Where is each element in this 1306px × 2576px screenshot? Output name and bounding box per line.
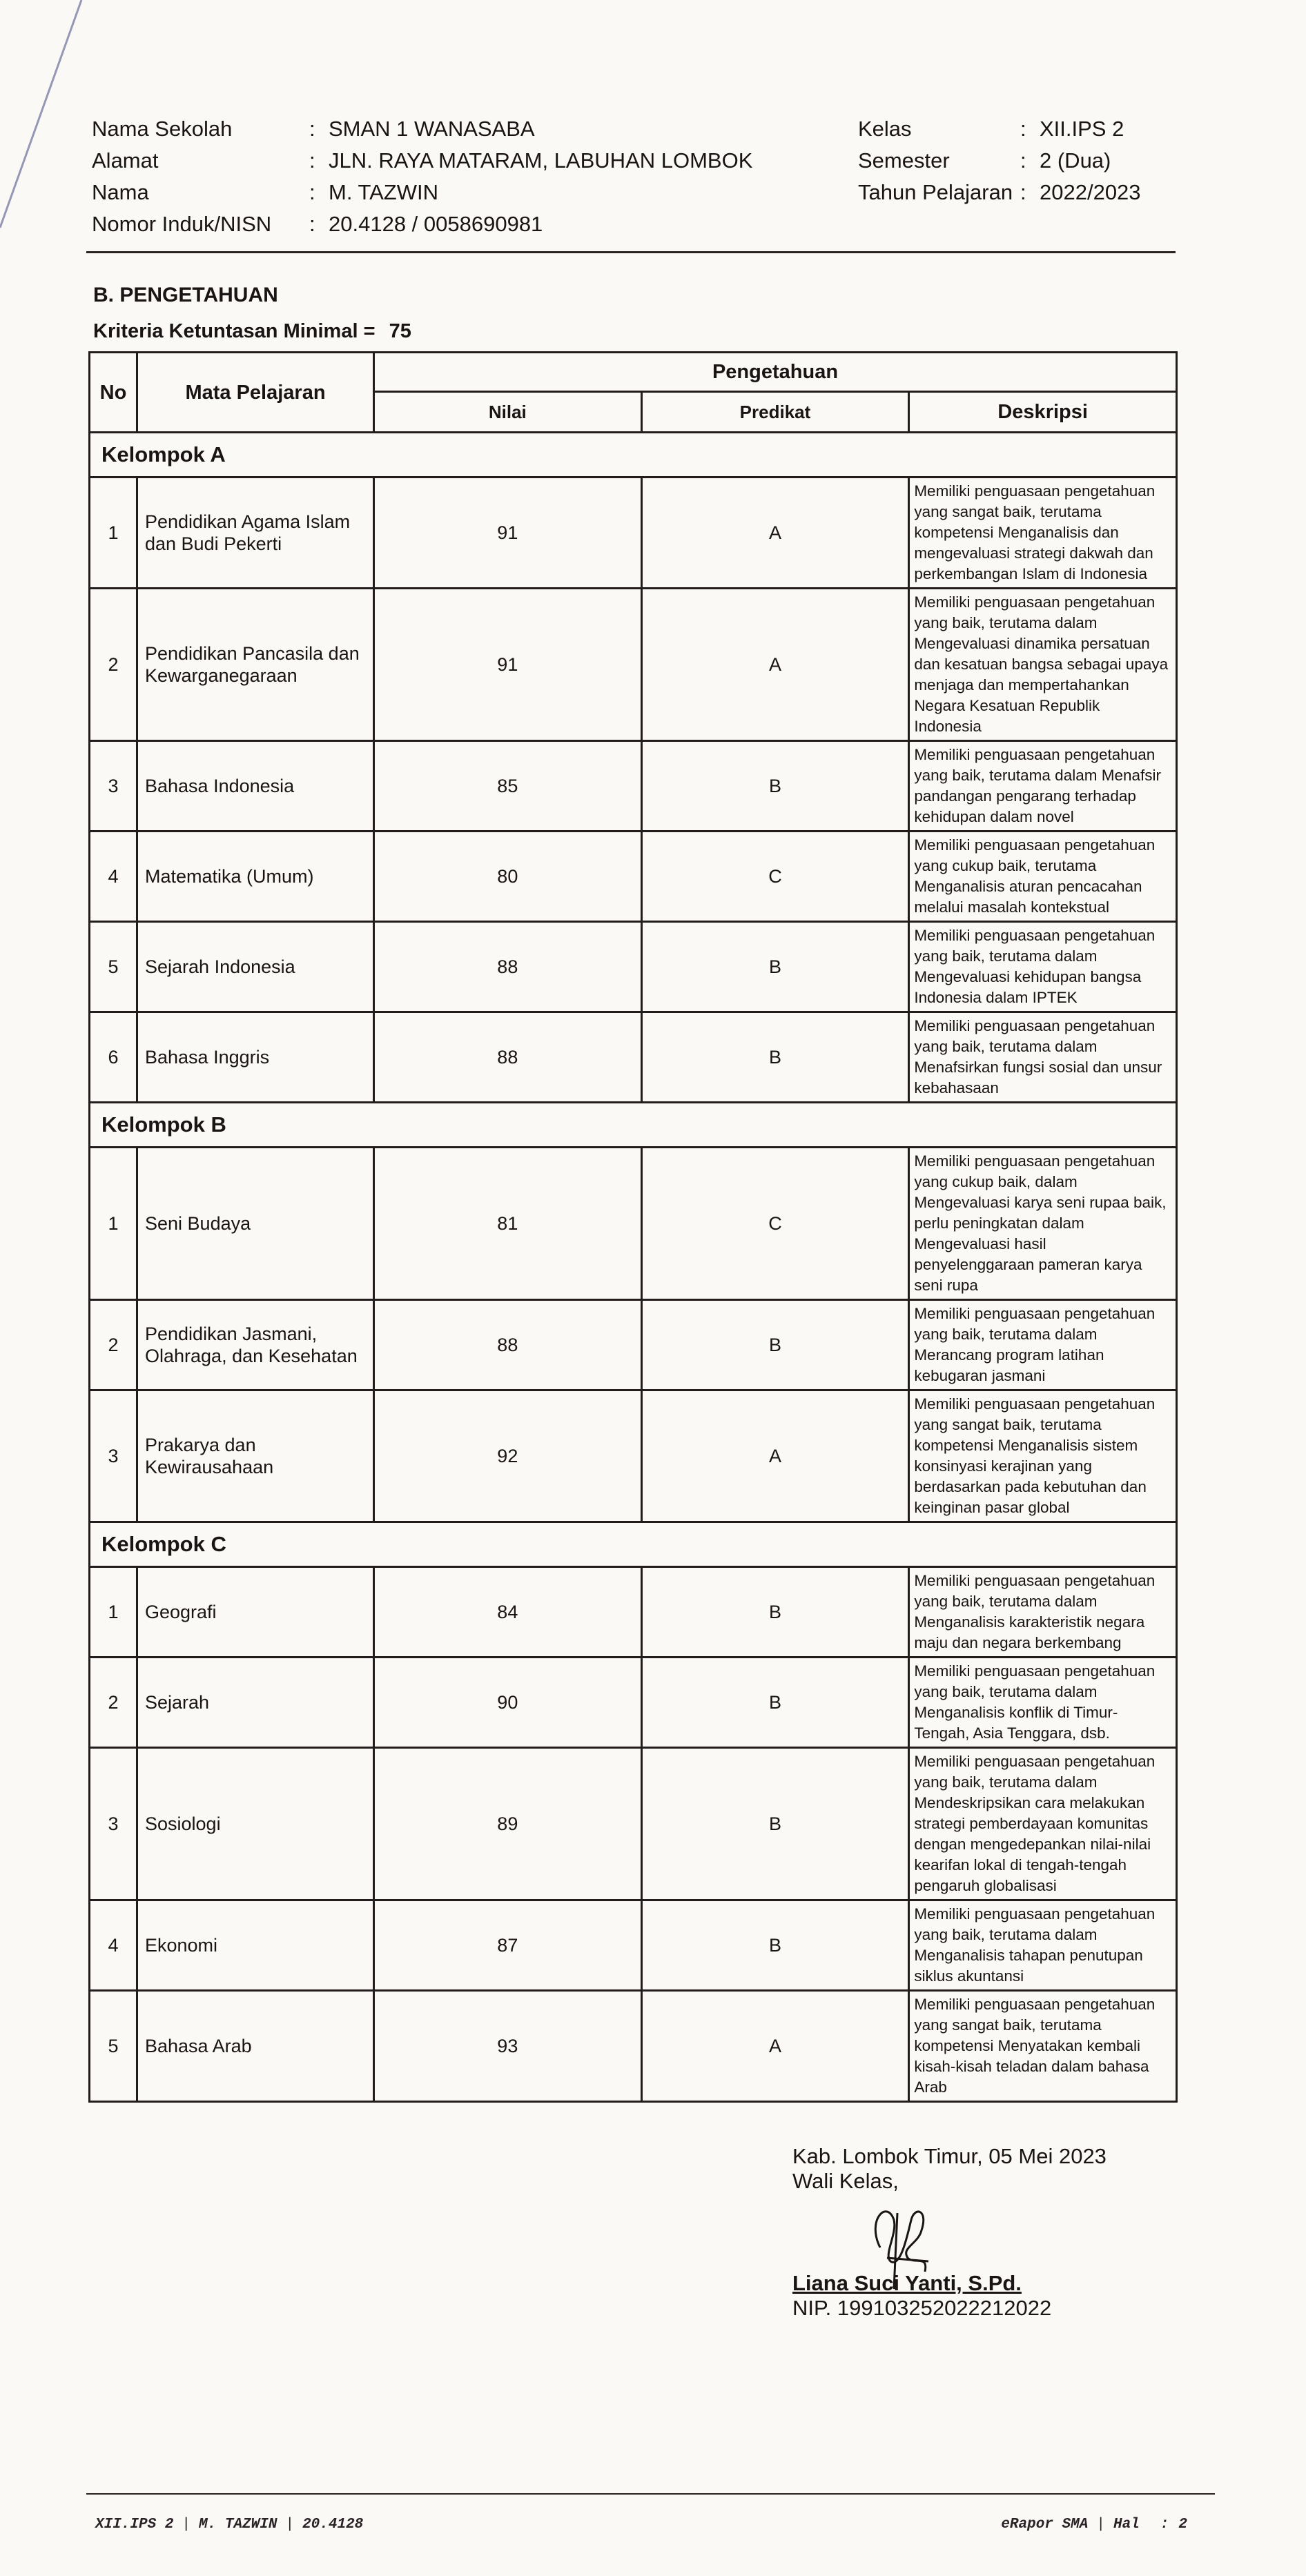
table-row	[90, 1748, 1177, 1900]
row-subject: Ekonomi	[137, 1900, 374, 1991]
row-subject: Sosiologi	[137, 1748, 374, 1900]
row-predicate: A	[641, 1991, 909, 2102]
signer-name: Liana Suci Yanti, S.Pd.	[792, 2271, 1022, 2295]
info-separator: :	[309, 212, 315, 236]
footer-page-label: Hal	[1113, 2517, 1140, 2533]
row-description: Memiliki penguasaan pengetahuan yang baik, terutama dalam Mengevaluasi kehidupan bangsa Indonesia dalam IPTEK	[909, 922, 1177, 1012]
group-label: Kelompok C	[90, 1522, 1177, 1567]
row-description: Memiliki penguasaan pengetahuan yang cukup baik, terutama Menganalisis aturan pencacahan melalui masalah kontekstual	[909, 832, 1177, 922]
row-no: 4	[90, 1900, 137, 1991]
info-label: Nama Sekolah	[92, 117, 233, 141]
row-predicate: B	[641, 1567, 909, 1658]
info-separator: :	[1020, 117, 1026, 141]
footer-right: eRapor SMA | Hal : 2	[1001, 2517, 1187, 2533]
info-separator: :	[309, 117, 315, 141]
info-row	[92, 208, 752, 240]
kkm-line	[93, 318, 1306, 344]
row-predicate: B	[641, 1658, 909, 1748]
row-score: 88	[374, 1012, 642, 1103]
row-subject: Sejarah	[137, 1658, 374, 1748]
row-no: 3	[90, 1390, 137, 1522]
row-score: 80	[374, 832, 642, 922]
group-label: Kelompok B	[90, 1103, 1177, 1148]
row-description: Memiliki penguasaan pengetahuan yang sangat baik, terutama kompetensi Menyatakan kembali kisah-kisah teladan dalam bahasa Arab	[909, 1991, 1177, 2102]
info-label: Nomor Induk/NISN	[92, 212, 272, 236]
row-description: Memiliki penguasaan pengetahuan yang baik, terutama dalam Menganalisis konflik di Timur-Tengah, Asia Tenggara, dsb.	[909, 1658, 1177, 1748]
row-score: 91	[374, 478, 642, 589]
row-description: Memiliki penguasaan pengetahuan yang baik, terutama dalam Menganalisis karakteristik negara maju dan negara berkembang	[909, 1567, 1177, 1658]
info-label: Tahun Pelajaran	[858, 180, 1013, 204]
info-row	[92, 145, 752, 177]
footer-app: eRapor SMA	[1001, 2517, 1089, 2533]
header-description: Deskripsi	[909, 392, 1177, 433]
row-no: 2	[90, 1658, 137, 1748]
row-no: 4	[90, 832, 137, 922]
table-row	[90, 478, 1177, 589]
table-row	[90, 1567, 1177, 1658]
info-separator: :	[309, 180, 315, 204]
table-row	[90, 1390, 1177, 1522]
row-predicate: A	[641, 589, 909, 741]
row-no: 5	[90, 1991, 137, 2102]
info-value: SMAN 1 WANASABA	[329, 117, 535, 141]
info-value: XII.IPS 2	[1040, 117, 1124, 141]
info-separator: :	[1020, 180, 1026, 204]
signer-nip: NIP. 199103252022212022	[792, 2296, 1052, 2320]
row-score: 93	[374, 1991, 642, 2102]
row-description: Memiliki penguasaan pengetahuan yang baik, terutama dalam Menafsirkan fungsi sosial dan unsur kebahasaan	[909, 1012, 1177, 1103]
info-row	[858, 145, 1141, 177]
place-date: Kab. Lombok Timur, 05 Mei 2023	[792, 2144, 1107, 2168]
info-value: 2 (Dua)	[1040, 148, 1111, 173]
row-score: 87	[374, 1900, 642, 1991]
row-no: 1	[90, 1567, 137, 1658]
row-predicate: B	[641, 1012, 909, 1103]
row-predicate: B	[641, 1300, 909, 1390]
row-score: 88	[374, 922, 642, 1012]
row-subject: Prakarya dan Kewirausahaan	[137, 1390, 374, 1522]
group-label: Kelompok A	[90, 433, 1177, 478]
row-subject: Seni Budaya	[137, 1148, 374, 1300]
row-subject: Geografi	[137, 1567, 374, 1658]
row-score: 90	[374, 1658, 642, 1748]
footer-student: M. TAZWIN	[199, 2517, 277, 2533]
info-value: 2022/2023	[1040, 180, 1141, 204]
row-subject: Pendidikan Pancasila dan Kewarganegaraan	[137, 589, 374, 741]
header-no: No	[90, 353, 137, 433]
signature-block	[792, 2144, 1207, 2321]
header-divider	[86, 251, 1176, 253]
row-predicate: B	[641, 922, 909, 1012]
row-description: Memiliki penguasaan pengetahuan yang baik, terutama dalam Mendeskripsikan cara melakukan strategi pemberdayaan komunitas dengan mengedepankan nilai-nilai kearifan lokal di tengah-tengah pengaruh globalisasi	[909, 1748, 1177, 1900]
footer	[86, 2493, 1215, 2535]
student-info-left	[92, 113, 752, 240]
table-row	[90, 589, 1177, 741]
signature-area	[792, 2144, 1207, 2321]
row-no: 2	[90, 589, 137, 741]
info-value: M. TAZWIN	[329, 180, 438, 204]
info-label: Alamat	[92, 148, 159, 173]
footer-class: XII.IPS 2	[95, 2517, 174, 2533]
info-value: 20.4128 / 0058690981	[329, 212, 543, 236]
row-subject: Bahasa Indonesia	[137, 741, 374, 832]
kkm-label: Kriteria Ketuntasan Minimal =	[93, 320, 376, 342]
footer-divider	[86, 2493, 1215, 2495]
row-description: Memiliki penguasaan pengetahuan yang sangat baik, terutama kompetensi Menganalisis dan mengevaluasi strategi dakwah dan perkembangan Islam di Indonesia	[909, 478, 1177, 589]
info-row	[858, 177, 1141, 208]
row-description: Memiliki penguasaan pengetahuan yang baik, terutama dalam Menganalisis tahapan penutupan siklus akuntansi	[909, 1900, 1177, 1991]
row-score: 81	[374, 1148, 642, 1300]
signer-role: Wali Kelas,	[792, 2169, 899, 2193]
table-row	[90, 1300, 1177, 1390]
header-score: Nilai	[374, 392, 642, 433]
row-description: Memiliki penguasaan pengetahuan yang cukup baik, dalam Mengevaluasi karya seni rupaa baik, perlu peningkatan dalam Mengevaluasi hasil penyelenggaraan pameran karya seni rupa	[909, 1148, 1177, 1300]
info-separator: :	[1020, 148, 1026, 173]
row-predicate: C	[641, 1148, 909, 1300]
row-subject: Bahasa Inggris	[137, 1012, 374, 1103]
group-row	[90, 433, 1177, 478]
info-row	[858, 113, 1141, 145]
table-row	[90, 1148, 1177, 1300]
footer-line	[86, 2515, 1215, 2535]
row-description: Memiliki penguasaan pengetahuan yang baik, terutama dalam Menafsir pandangan pengarang terhadap kehidupan dalam novel	[909, 741, 1177, 832]
section-title: B. PENGETAHUAN	[93, 284, 278, 306]
row-predicate: B	[641, 1900, 909, 1991]
row-description: Memiliki penguasaan pengetahuan yang baik, terutama dalam Mengevaluasi dinamika persatuan dan kesatuan bangsa sebagai upaya menjaga dan mempertahankan Negara Kesatuan Republik Indonesia	[909, 589, 1177, 741]
row-predicate: B	[641, 741, 909, 832]
group-row	[90, 1103, 1177, 1148]
row-score: 89	[374, 1748, 642, 1900]
row-no: 1	[90, 1148, 137, 1300]
table-row	[90, 1658, 1177, 1748]
footer-id: 20.4128	[302, 2517, 364, 2533]
info-label: Kelas	[858, 117, 912, 141]
row-score: 84	[374, 1567, 642, 1658]
row-score: 92	[374, 1390, 642, 1522]
row-description: Memiliki penguasaan pengetahuan yang sangat baik, terutama kompetensi Menganalisis sistem konsinyasi kerajinan yang berdasarkan pada kebutuhan dan keinginan pasar global	[909, 1390, 1177, 1522]
row-subject: Matematika (Umum)	[137, 832, 374, 922]
row-predicate: C	[641, 832, 909, 922]
row-predicate: B	[641, 1748, 909, 1900]
info-value: JLN. RAYA MATARAM, LABUHAN LOMBOK	[329, 148, 753, 173]
info-row	[92, 113, 752, 145]
row-no: 6	[90, 1012, 137, 1103]
table-row	[90, 1991, 1177, 2102]
row-predicate: A	[641, 478, 909, 589]
row-no: 3	[90, 741, 137, 832]
row-no: 3	[90, 1748, 137, 1900]
row-description: Memiliki penguasaan pengetahuan yang baik, terutama dalam Merancang program latihan kebugaran jasmani	[909, 1300, 1177, 1390]
table-row	[90, 1012, 1177, 1103]
info-row	[92, 177, 752, 208]
student-info	[86, 113, 1176, 244]
table-row	[90, 922, 1177, 1012]
student-info-right	[858, 113, 1141, 208]
row-subject: Pendidikan Agama Islam dan Budi Pekerti	[137, 478, 374, 589]
kkm-value: 75	[389, 320, 411, 342]
info-label: Nama	[92, 180, 149, 204]
footer-left: XII.IPS 2 | M. TAZWIN | 20.4128	[95, 2517, 364, 2533]
row-no: 5	[90, 922, 137, 1012]
header-predicate: Predikat	[641, 392, 909, 433]
table-row	[90, 1900, 1177, 1991]
table-row	[90, 832, 1177, 922]
info-label: Semester	[858, 148, 950, 173]
row-score: 91	[374, 589, 642, 741]
handwritten-signature-icon	[859, 2192, 942, 2289]
row-subject: Sejarah Indonesia	[137, 922, 374, 1012]
header-pengetahuan: Pengetahuan	[374, 353, 1177, 392]
row-score: 85	[374, 741, 642, 832]
header-subject: Mata Pelajaran	[137, 353, 374, 433]
row-subject: Bahasa Arab	[137, 1991, 374, 2102]
row-no: 2	[90, 1300, 137, 1390]
row-predicate: A	[641, 1390, 909, 1522]
footer-page-number: 2	[1178, 2517, 1187, 2533]
info-separator: :	[309, 148, 315, 173]
row-no: 1	[90, 478, 137, 589]
row-score: 88	[374, 1300, 642, 1390]
grades-table	[88, 351, 1178, 2103]
table-row	[90, 741, 1177, 832]
row-subject: Pendidikan Jasmani, Olahraga, dan Kesehatan	[137, 1300, 374, 1390]
group-row	[90, 1522, 1177, 1567]
